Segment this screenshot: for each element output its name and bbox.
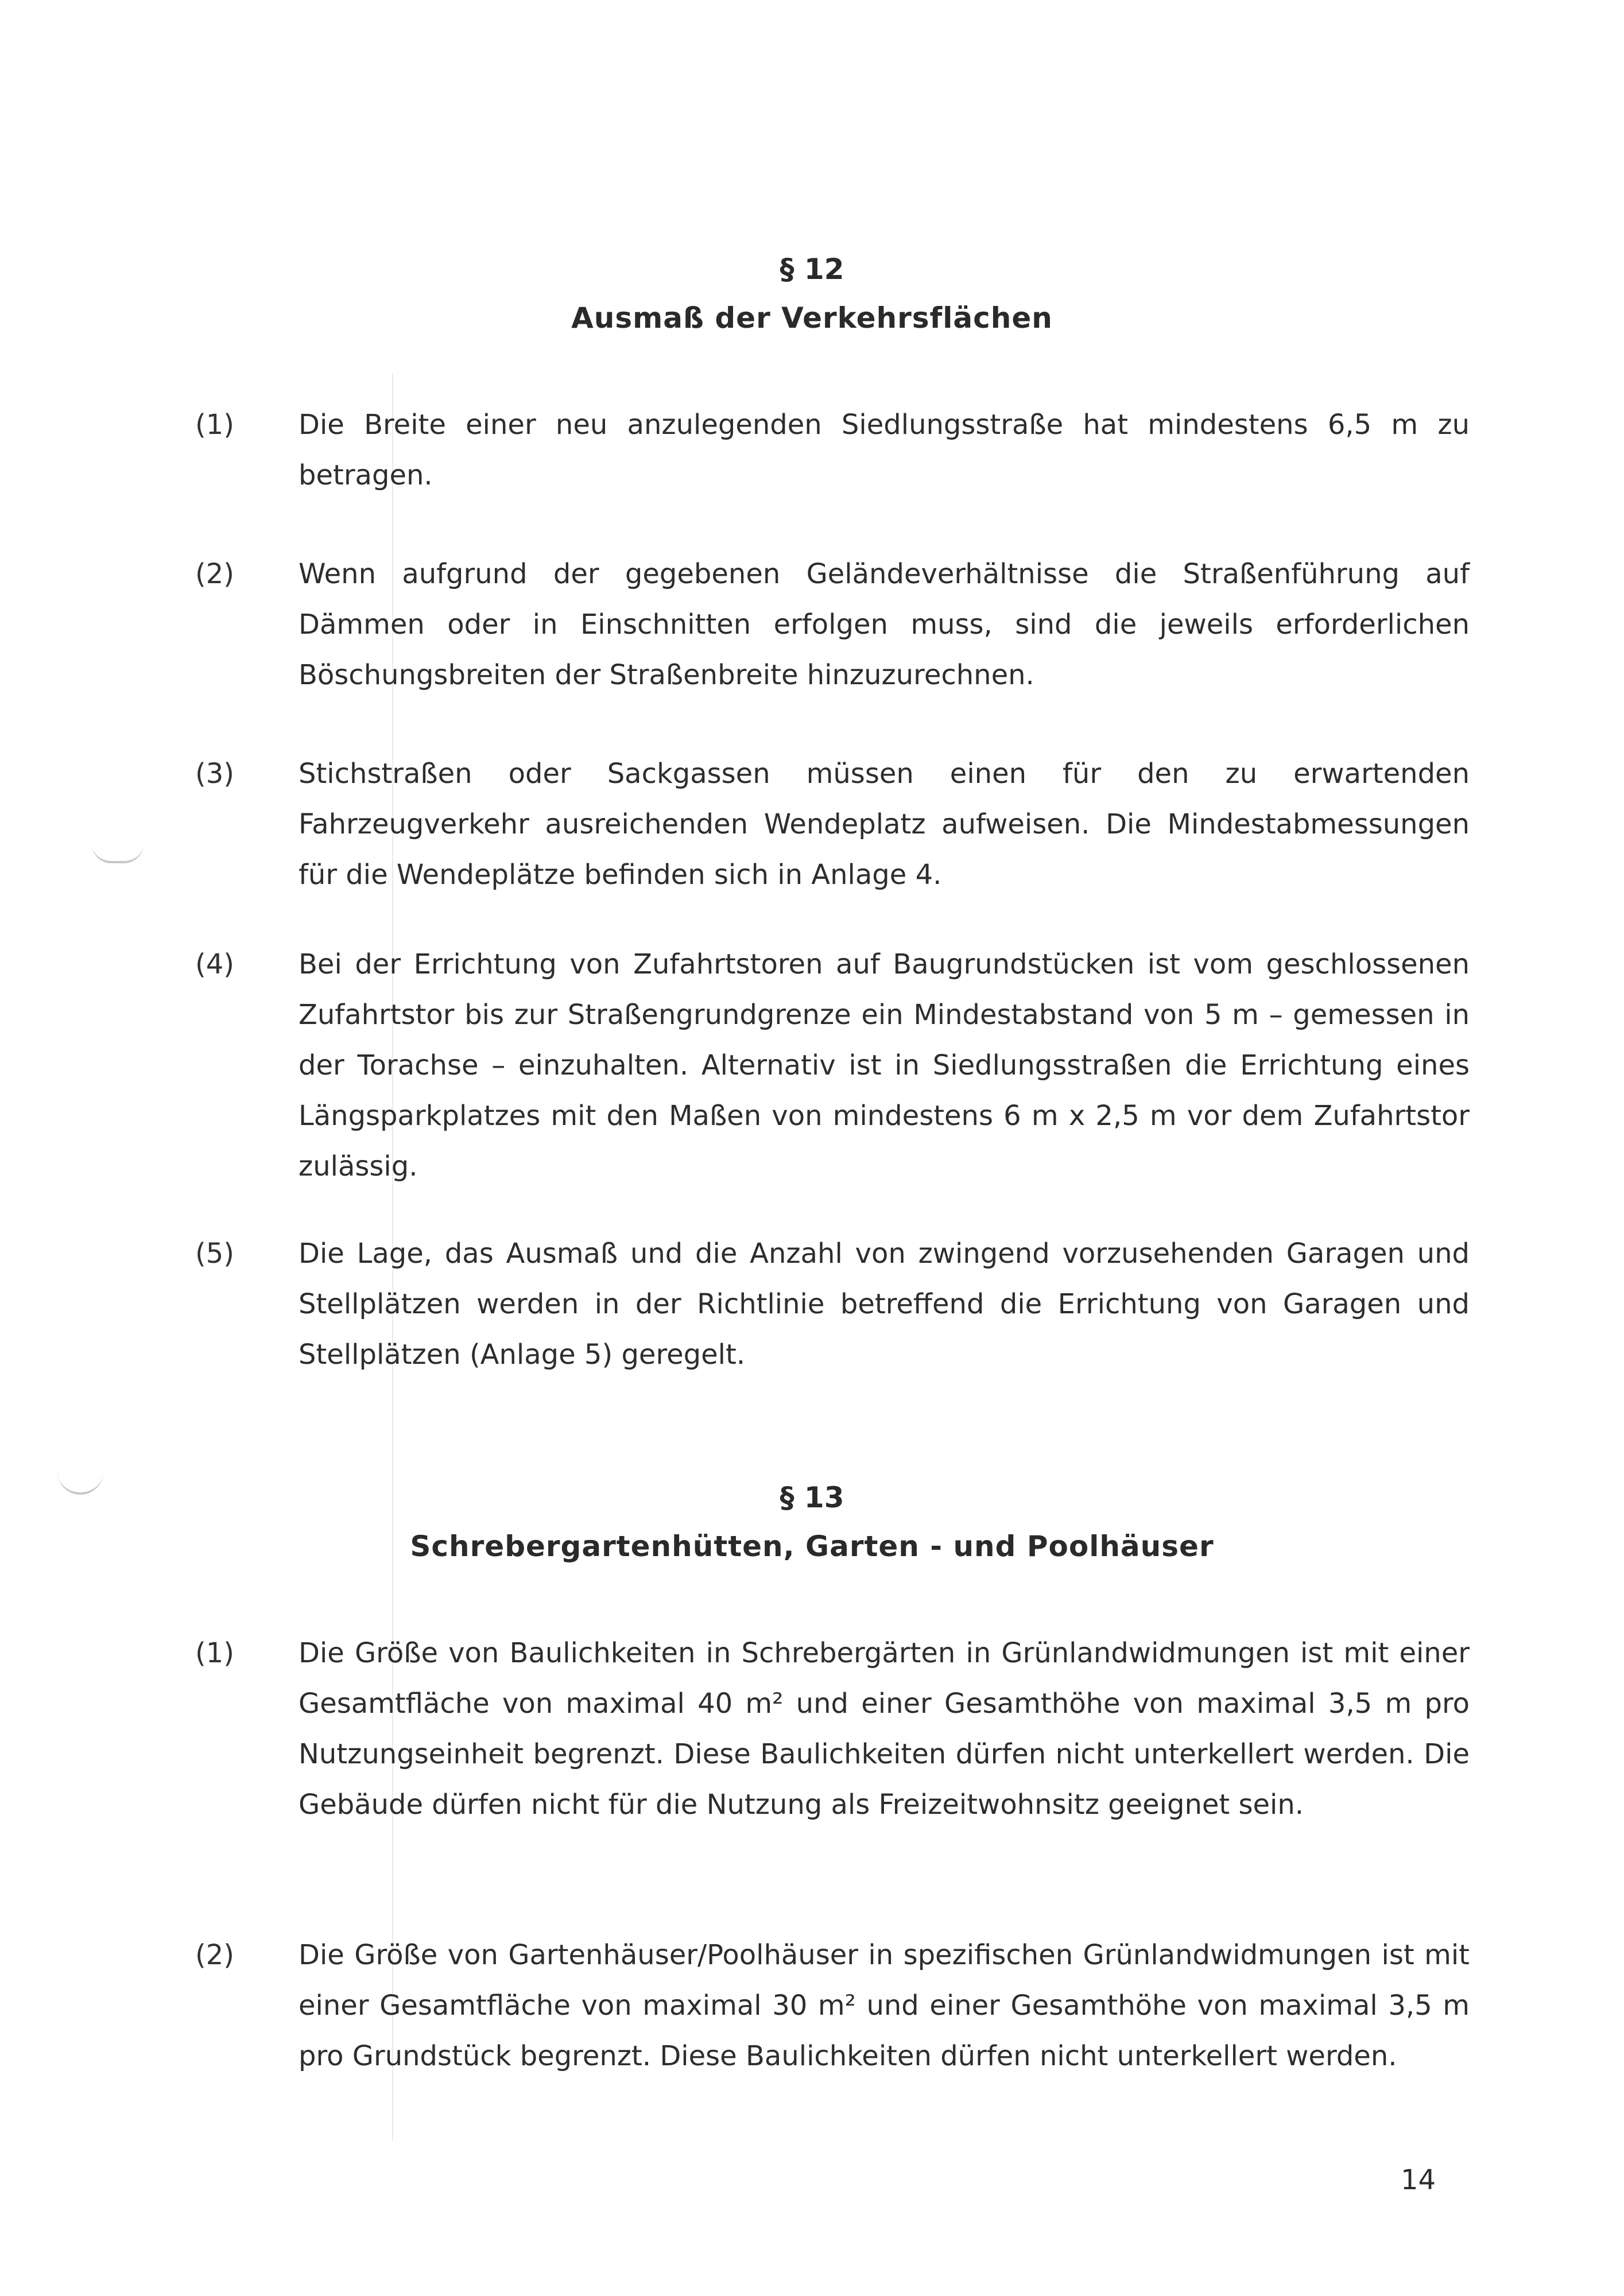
section-12-title: Ausmaß der Verkehrsflächen	[571, 301, 1053, 335]
paragraph-text: Die Größe von Gartenhäuser/Poolhäuser in spezifischen Grünlandwidmungen ist mit einer Gesamtfläche von maximal 30 m² und einer Gesamthöhe von maximal 3,5 m pro Grundstück begrenzt. Diese Baulichkeiten dürfen nicht unterkellert werden.	[299, 1939, 1470, 2072]
paragraph-number: (3)	[195, 758, 234, 790]
section-13-number: § 13	[780, 1481, 844, 1514]
paragraph-text: Die Breite einer neu anzulegenden Siedlungsstraße hat mindestens 6,5 m zu betragen.	[299, 409, 1470, 491]
paragraph-number: (5)	[195, 1238, 234, 1270]
paragraph-number: (2)	[195, 1939, 234, 1971]
paragraph-text: Die Lage, das Ausmaß und die Anzahl von zwingend vorzusehenden Garagen und Stellplätzen werden in der Richtlinie betreffend die Errichtung von Garagen und Stellplätzen (Anlage 5) geregelt.	[299, 1238, 1470, 1371]
paragraph-number: (1)	[195, 409, 234, 441]
section-12-number: § 12	[780, 253, 844, 286]
paragraph-text: Stichstraßen oder Sackgassen müssen einen für den zu erwartenden Fahrzeugverkehr ausreichenden Wendeplatz aufweisen. Die Mindestabmessungen für die Wendeplätze befinden sich in Anlage 4.	[299, 758, 1470, 891]
paragraph-text: Die Größe von Baulichkeiten in Schrebergärten in Grünlandwidmungen ist mit einer Gesamtfläche von maximal 40 m² und einer Gesamthöhe von maximal 3,5 m pro Nutzungseinheit begrenzt. Diese Baulichkeiten dürfen nicht unterkellert werden. Die Gebäude dürfen nicht für die Nutzung als Freizeitwohnsitz geeignet sein.	[299, 1637, 1470, 1821]
paragraph-text: Bei der Errichtung von Zufahrtstoren auf Baugrundstücken ist vom geschlossenen Zufahrtstor bis zur Straßengrundgrenze ein Mindestabstand von 5 m – gemessen in der Torachse – einzuhalten. Alternativ ist in Siedlungsstraßen die Errichtung eines Längsparkplatzes mit den Maßen von mindestens 6 m x 2,5 m vor dem Zufahrtstor zulässig.	[299, 948, 1470, 1182]
paragraph-number: (2)	[195, 558, 234, 590]
paragraph-number: (4)	[195, 948, 234, 980]
scan-mark-top	[92, 844, 144, 863]
section-13-title: Schrebergartenhütten, Garten - und Poolhäuser	[410, 1530, 1214, 1563]
paragraph-number: (1)	[195, 1637, 234, 1669]
page-number: 14	[1401, 2164, 1436, 2196]
paragraph-text: Wenn aufgrund der gegebenen Geländeverhältnisse die Straßenführung auf Dämmen oder in Einschnitten erfolgen muss, sind die jeweils erforderlichen Böschungsbreiten der Straßenbreite hinzuzurechnen.	[299, 558, 1470, 691]
